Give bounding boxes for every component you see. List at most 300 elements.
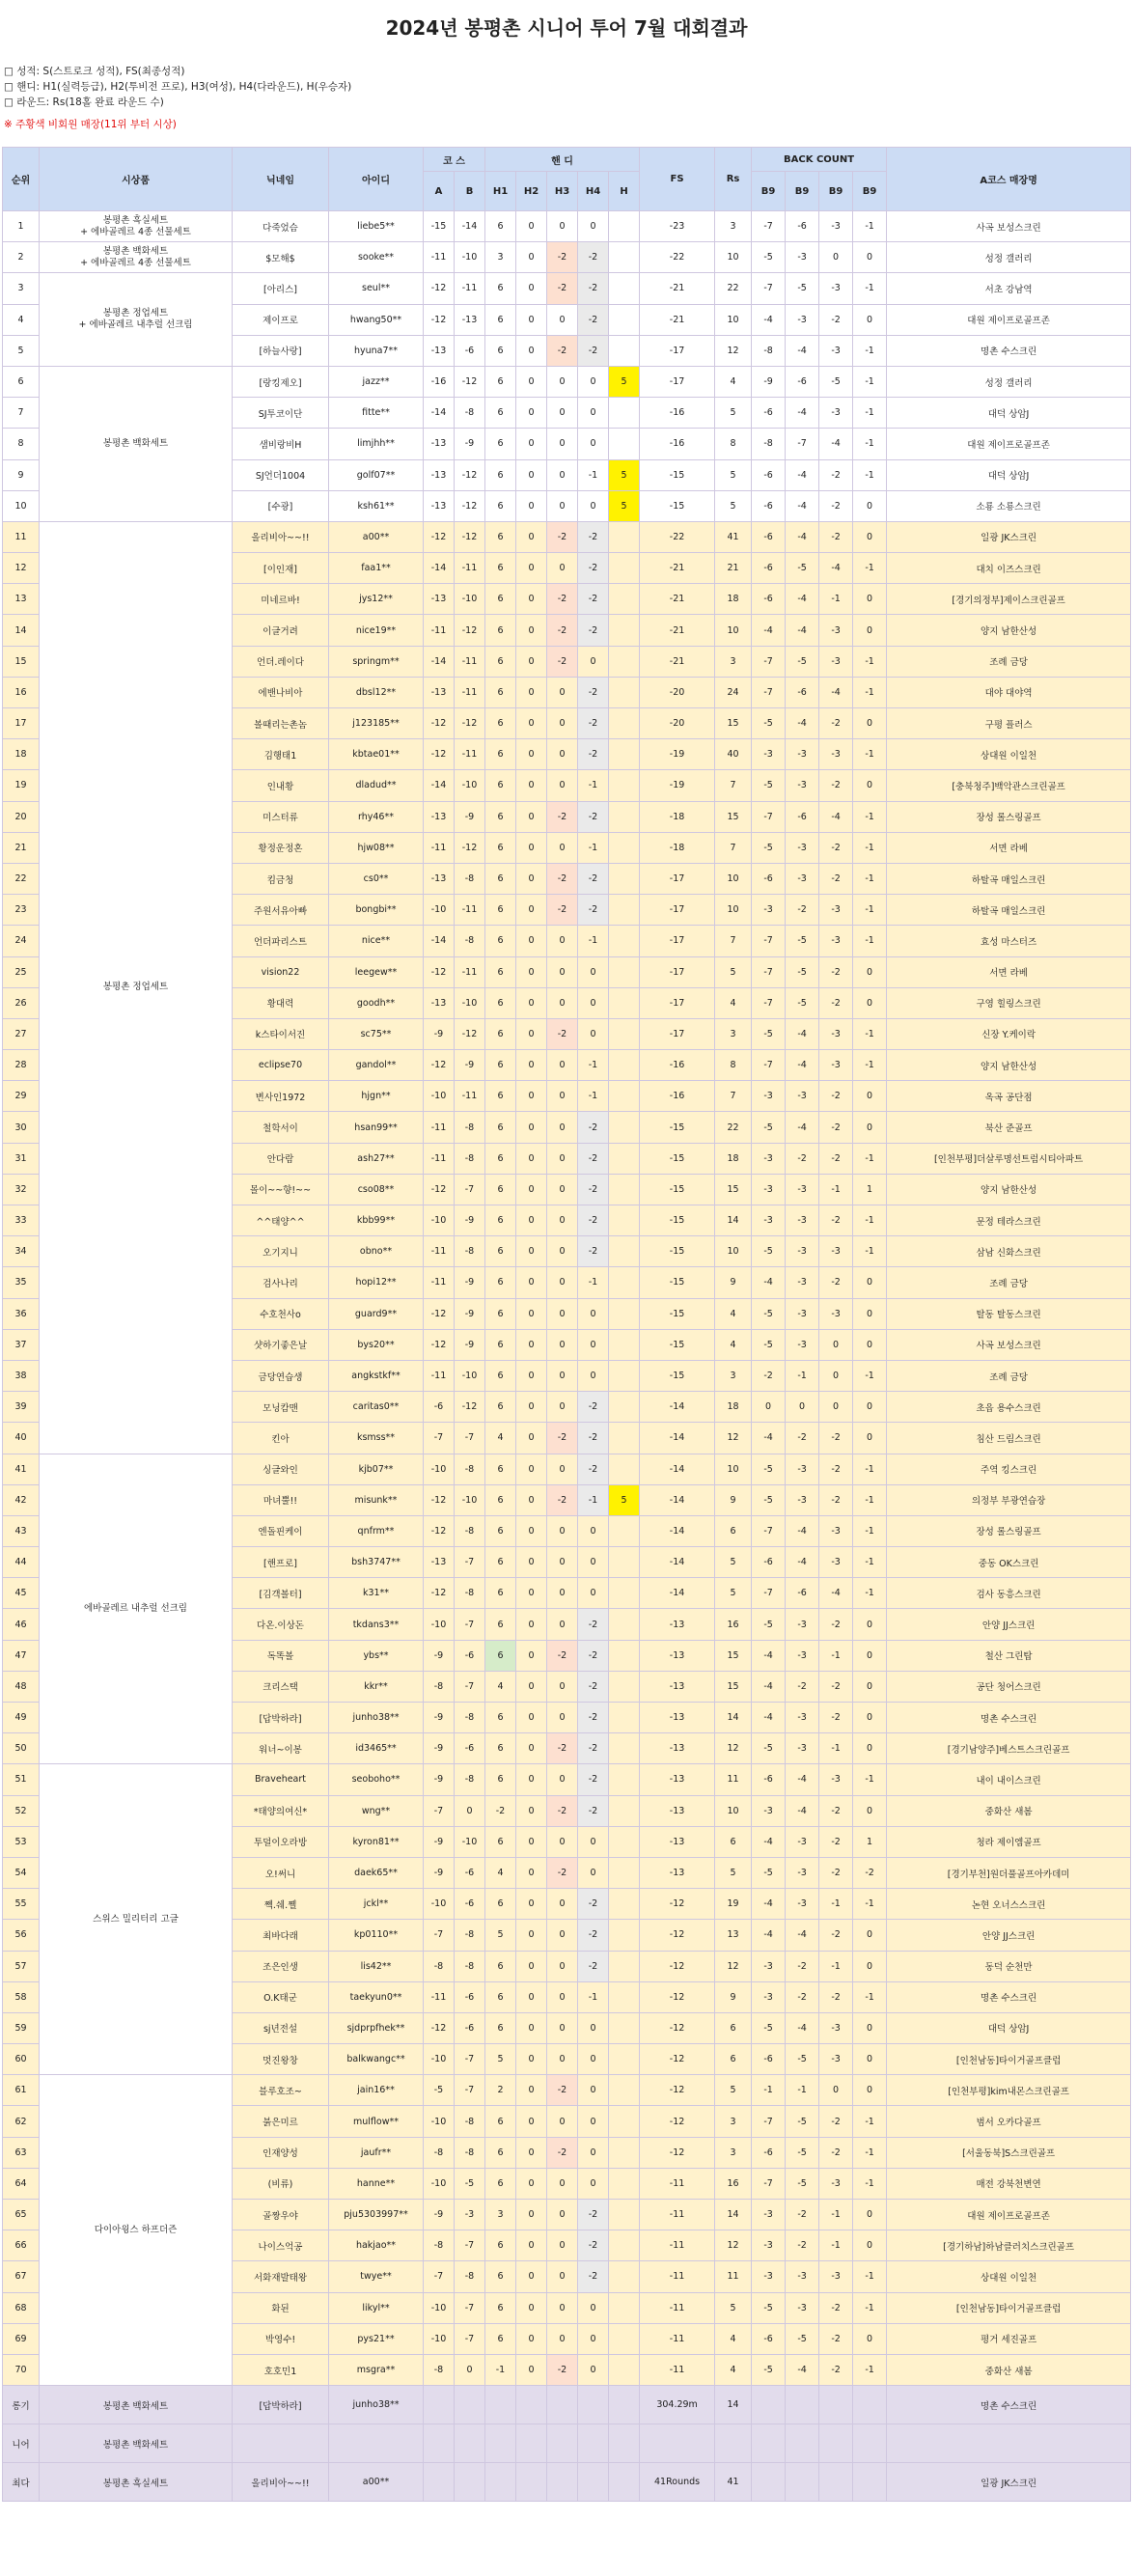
nickname-cell: 오!써니 — [233, 1857, 329, 1888]
b9-cell: -3 — [786, 770, 819, 801]
h2-cell: 0 — [516, 708, 547, 739]
fs-cell: -12 — [640, 1951, 715, 1981]
b9-cell: -1 — [853, 739, 887, 770]
store-cell: 대덕 상암J — [887, 2012, 1131, 2043]
b9-cell: 0 — [853, 1640, 887, 1671]
h4-cell: -2 — [578, 1174, 609, 1205]
b9-cell: -1 — [819, 1889, 853, 1920]
id-cell: bongbi** — [329, 895, 424, 926]
b9-cell: -2 — [819, 1703, 853, 1733]
b9-cell: -2 — [819, 2292, 853, 2323]
award-type-cell: 최다 — [3, 2463, 40, 2502]
b9-cell: -5 — [752, 1857, 786, 1888]
course-b-cell: -9 — [455, 429, 485, 459]
b9-cell: -4 — [786, 1795, 819, 1826]
prize-cell: 봉평촌 흑실세트 — [40, 2463, 233, 2502]
h1-cell: 6 — [485, 459, 516, 490]
fs-cell: -21 — [640, 553, 715, 584]
course-a-cell: -13 — [424, 863, 455, 894]
b9-cell: -1 — [853, 1018, 887, 1049]
nickname-cell: 붉은미르 — [233, 2106, 329, 2137]
course-a-cell: -7 — [424, 1795, 455, 1826]
course-a-cell: -12 — [424, 739, 455, 770]
h4-cell: -2 — [578, 1889, 609, 1920]
b9-cell: -3 — [786, 1484, 819, 1515]
h2-cell: 0 — [516, 1423, 547, 1454]
b9-cell: -4 — [786, 335, 819, 366]
course-b-cell: -14 — [455, 211, 485, 242]
b9-cell: -4 — [786, 521, 819, 552]
h-cell — [609, 1889, 640, 1920]
col-backcount: BACK COUNT — [752, 148, 887, 172]
prize-cell: 봉평촌 흑실세트 + 에바골레르 4종 선물세트 — [40, 211, 233, 242]
store-cell: 장성 롤스링골프 — [887, 801, 1131, 832]
h-cell — [609, 956, 640, 987]
rank-cell: 1 — [3, 211, 40, 242]
b9-cell: -5 — [752, 2012, 786, 2043]
b9-cell: -5 — [752, 1018, 786, 1049]
h2-cell: 0 — [516, 1018, 547, 1049]
b9-cell: -2 — [819, 987, 853, 1018]
rs-cell: 13 — [715, 1920, 752, 1951]
h4-cell: -2 — [578, 1764, 609, 1795]
store-cell: 명촌 수스크린 — [887, 1703, 1131, 1733]
h2-cell: 0 — [516, 1764, 547, 1795]
h-cell — [609, 429, 640, 459]
b9-cell: 0 — [853, 490, 887, 521]
h2-cell: 0 — [516, 1112, 547, 1143]
h-cell — [609, 615, 640, 646]
course-b-cell: -11 — [455, 739, 485, 770]
id-cell: likyl** — [329, 2292, 424, 2323]
h3-cell: 0 — [547, 1951, 578, 1981]
b9-cell: -6 — [752, 1547, 786, 1578]
id-cell: kkr** — [329, 1671, 424, 1702]
h4-cell: -1 — [578, 926, 609, 956]
col-h2: H2 — [516, 172, 547, 211]
rank-cell: 29 — [3, 1081, 40, 1112]
b9-cell: 0 — [853, 987, 887, 1018]
h2-cell: 0 — [516, 2075, 547, 2106]
course-a-cell: -10 — [424, 2323, 455, 2354]
h3-cell: 0 — [547, 1609, 578, 1640]
h-cell — [609, 863, 640, 894]
id-cell: sjdprpfhek** — [329, 2012, 424, 2043]
nickname-cell: [아리스] — [233, 273, 329, 304]
course-b-cell: -8 — [455, 1578, 485, 1609]
b9-cell: -1 — [853, 2137, 887, 2168]
fs-cell: -14 — [640, 1454, 715, 1484]
nickname-cell: 싱글와인 — [233, 1454, 329, 1484]
nickname-cell: 수호천사o — [233, 1298, 329, 1329]
store-cell: 북산 준골프 — [887, 1112, 1131, 1143]
b9-cell: -1 — [853, 2354, 887, 2385]
id-cell: qnfrm** — [329, 1515, 424, 1546]
b9-cell: -2 — [819, 1205, 853, 1236]
h-cell — [609, 2137, 640, 2168]
b9-cell: -3 — [752, 1205, 786, 1236]
h-cell — [609, 584, 640, 615]
b9-cell: -1 — [853, 211, 887, 242]
h4-cell: -2 — [578, 242, 609, 273]
fs-cell: -17 — [640, 956, 715, 987]
h3-cell: 0 — [547, 1143, 578, 1174]
rs-cell: 3 — [715, 1360, 752, 1391]
course-b-cell: -8 — [455, 1112, 485, 1143]
store-cell: 장성 롤스링골프 — [887, 1515, 1131, 1546]
h3-cell: -2 — [547, 242, 578, 273]
h2-cell: 0 — [516, 1143, 547, 1174]
rs-cell: 16 — [715, 1609, 752, 1640]
h2-cell: 0 — [516, 832, 547, 863]
b9-cell: -3 — [786, 832, 819, 863]
h-cell — [609, 1671, 640, 1702]
fs-cell: -17 — [640, 895, 715, 926]
nickname-cell: [수광] — [233, 490, 329, 521]
h2-cell: 0 — [516, 1920, 547, 1951]
course-b-cell: -6 — [455, 335, 485, 366]
prize-cell: 다이아윙스 하프더즌 — [40, 2075, 233, 2386]
rank-cell: 47 — [3, 1640, 40, 1671]
h4-cell: -1 — [578, 1981, 609, 2012]
store-cell: 중화산 새봄 — [887, 2354, 1131, 2385]
b9-cell: 0 — [853, 2044, 887, 2075]
blank — [853, 2424, 887, 2463]
b9-cell: -3 — [786, 1857, 819, 1888]
nickname-cell: 미스터류 — [233, 801, 329, 832]
store-cell: 양지 남한산성 — [887, 615, 1131, 646]
h1-cell: 6 — [485, 832, 516, 863]
h-cell — [609, 273, 640, 304]
h-cell — [609, 398, 640, 429]
h2-cell: 0 — [516, 1050, 547, 1081]
h3-cell: 0 — [547, 1205, 578, 1236]
h1-cell: 6 — [485, 1143, 516, 1174]
h3-cell: 0 — [547, 304, 578, 335]
course-b-cell: -7 — [455, 1609, 485, 1640]
h2-cell: 0 — [516, 335, 547, 366]
h1-cell: 6 — [485, 1764, 516, 1795]
id-cell: nice19** — [329, 615, 424, 646]
h2-cell: 0 — [516, 1174, 547, 1205]
h-cell — [609, 1329, 640, 1360]
b9-cell: -9 — [752, 366, 786, 397]
store-cell: 논현 오너스스크린 — [887, 1889, 1131, 1920]
b9-cell: -4 — [752, 1703, 786, 1733]
course-b-cell: -5 — [455, 2168, 485, 2199]
fs-cell: -15 — [640, 1267, 715, 1298]
id-cell: goodh** — [329, 987, 424, 1018]
rs-cell: 5 — [715, 1547, 752, 1578]
h1-cell: 2 — [485, 2075, 516, 2106]
nickname-cell: [핸프로] — [233, 1547, 329, 1578]
rs-cell: 10 — [715, 1795, 752, 1826]
store-cell: 사곡 보성스크린 — [887, 211, 1131, 242]
h2-cell: 0 — [516, 584, 547, 615]
h1-cell: 3 — [485, 242, 516, 273]
rank-cell: 23 — [3, 895, 40, 926]
course-a-cell: -12 — [424, 956, 455, 987]
h1-cell: 6 — [485, 1515, 516, 1546]
h-cell — [609, 1640, 640, 1671]
b9-cell: -4 — [752, 1267, 786, 1298]
rank-cell: 61 — [3, 2075, 40, 2106]
store-cell: 명촌 수스크린 — [887, 1981, 1131, 2012]
col-h3: H3 — [547, 172, 578, 211]
rs-cell: 15 — [715, 1640, 752, 1671]
h-cell — [609, 1826, 640, 1857]
fs-cell: -14 — [640, 1484, 715, 1515]
rs-cell: 8 — [715, 1050, 752, 1081]
h1-cell: 6 — [485, 708, 516, 739]
course-a-cell: -14 — [424, 646, 455, 677]
course-a-cell: -9 — [424, 1826, 455, 1857]
b9-cell: -7 — [752, 1050, 786, 1081]
fs-cell: -13 — [640, 1640, 715, 1671]
rs-cell: 4 — [715, 366, 752, 397]
h1-cell: 6 — [485, 304, 516, 335]
b9-cell: -3 — [786, 2261, 819, 2292]
rs-cell: 3 — [715, 2137, 752, 2168]
rs-cell: 7 — [715, 832, 752, 863]
h1-cell: 6 — [485, 895, 516, 926]
course-b-cell: -8 — [455, 1143, 485, 1174]
h1-cell: 4 — [485, 1671, 516, 1702]
h-cell — [609, 2200, 640, 2230]
b9-cell: -3 — [819, 739, 853, 770]
h4-cell: -2 — [578, 1454, 609, 1484]
fs-cell: -13 — [640, 1764, 715, 1795]
fs-cell: -16 — [640, 398, 715, 429]
course-a-cell: -11 — [424, 1112, 455, 1143]
h4-cell: -1 — [578, 459, 609, 490]
b9-cell: 0 — [853, 1951, 887, 1981]
course-a-cell: -11 — [424, 1143, 455, 1174]
h-cell — [609, 1143, 640, 1174]
id-cell: sc75** — [329, 1018, 424, 1049]
h2-cell: 0 — [516, 1236, 547, 1267]
h-cell — [609, 2075, 640, 2106]
store-cell: [인천부평]더살루명선트럼시티아파트 — [887, 1143, 1131, 1174]
nickname-cell: 언더파리스트 — [233, 926, 329, 956]
rs-cell: 12 — [715, 335, 752, 366]
rank-cell: 67 — [3, 2261, 40, 2292]
store-cell: [경기의정부]제이스크린골프 — [887, 584, 1131, 615]
nickname-cell: 올리비아~~!! — [233, 2463, 329, 2502]
h3-cell: 0 — [547, 1981, 578, 2012]
h1-cell: 6 — [485, 1392, 516, 1423]
b9-cell: 0 — [853, 956, 887, 987]
id-cell: hwang50** — [329, 304, 424, 335]
id-cell: misunk** — [329, 1484, 424, 1515]
store-cell: 구영 힐링스크린 — [887, 987, 1131, 1018]
h-cell — [609, 770, 640, 801]
h1-cell: 6 — [485, 646, 516, 677]
rs-cell: 15 — [715, 1174, 752, 1205]
id-cell: ksmss** — [329, 1423, 424, 1454]
b9-cell: -2 — [752, 1360, 786, 1391]
rs-cell: 7 — [715, 926, 752, 956]
rs-cell: 12 — [715, 1733, 752, 1764]
h1-cell: 6 — [485, 1547, 516, 1578]
course-a-cell: -9 — [424, 2200, 455, 2230]
course-b-cell: -10 — [455, 770, 485, 801]
b9-cell: -7 — [752, 801, 786, 832]
h3-cell: 0 — [547, 832, 578, 863]
course-b-cell: -7 — [455, 2292, 485, 2323]
store-cell: 대치 이즈스크린 — [887, 553, 1131, 584]
h-cell: 5 — [609, 366, 640, 397]
store-cell: 신장 Y.케이락 — [887, 1018, 1131, 1049]
rs-cell: 15 — [715, 801, 752, 832]
fs-cell: -15 — [640, 490, 715, 521]
b9-cell: -1 — [819, 1640, 853, 1671]
h4-cell: 0 — [578, 2044, 609, 2075]
id-cell: ybs** — [329, 1640, 424, 1671]
rs-cell: 5 — [715, 956, 752, 987]
store-cell: 의정부 부광연습장 — [887, 1484, 1131, 1515]
store-cell: 소룡 소룡스크린 — [887, 490, 1131, 521]
rs-cell: 4 — [715, 2323, 752, 2354]
course-a-cell: -9 — [424, 1018, 455, 1049]
b9-cell: -6 — [786, 211, 819, 242]
store-cell: 서초 강남역 — [887, 273, 1131, 304]
h4-cell: 0 — [578, 490, 609, 521]
id-cell: hsan99** — [329, 1112, 424, 1143]
h4-cell: -2 — [578, 895, 609, 926]
fs-cell: -13 — [640, 1733, 715, 1764]
rank-cell: 26 — [3, 987, 40, 1018]
rs-cell: 19 — [715, 1889, 752, 1920]
h1-cell: 5 — [485, 1920, 516, 1951]
h3-cell: 0 — [547, 1578, 578, 1609]
h-cell — [609, 801, 640, 832]
b9-cell: -4 — [786, 1547, 819, 1578]
h3-cell: 0 — [547, 739, 578, 770]
b9-cell: 0 — [853, 1703, 887, 1733]
course-b-cell: -9 — [455, 1205, 485, 1236]
h4-cell: -2 — [578, 1423, 609, 1454]
b9-cell: -3 — [786, 1174, 819, 1205]
store-cell: 내이 내이스크린 — [887, 1764, 1131, 1795]
h-cell — [609, 1236, 640, 1267]
course-b-cell: -11 — [455, 895, 485, 926]
rank-cell: 68 — [3, 2292, 40, 2323]
b9-cell: -3 — [819, 1018, 853, 1049]
course-a-cell: -12 — [424, 273, 455, 304]
h2-cell: 0 — [516, 553, 547, 584]
course-a-cell: -12 — [424, 304, 455, 335]
h2-cell: 0 — [516, 1298, 547, 1329]
h-cell — [609, 1609, 640, 1640]
course-b-cell: -3 — [455, 2200, 485, 2230]
fs-cell: -17 — [640, 1018, 715, 1049]
fs-cell: -11 — [640, 2168, 715, 2199]
fs-cell: -21 — [640, 273, 715, 304]
store-cell: 일광 JK스크린 — [887, 2463, 1131, 2502]
b9-cell: -2 — [819, 1423, 853, 1454]
h-cell — [609, 1081, 640, 1112]
h3-cell: 0 — [547, 490, 578, 521]
b9-cell: -5 — [786, 926, 819, 956]
b9-cell: -2 — [786, 1951, 819, 1981]
b9-cell: 0 — [853, 1733, 887, 1764]
h-cell — [609, 2012, 640, 2043]
course-a-cell: -14 — [424, 553, 455, 584]
rank-cell: 55 — [3, 1889, 40, 1920]
h4-cell: -2 — [578, 677, 609, 707]
b9-cell: -1 — [853, 273, 887, 304]
rs-cell: 3 — [715, 211, 752, 242]
rank-cell: 56 — [3, 1920, 40, 1951]
store-cell: [충북청주]백악관스크린골프 — [887, 770, 1131, 801]
h4-cell: 0 — [578, 2168, 609, 2199]
col-store: A코스 매장명 — [887, 148, 1131, 211]
b9-cell: 0 — [853, 1423, 887, 1454]
blank — [853, 2386, 887, 2424]
h3-cell: -2 — [547, 1484, 578, 1515]
store-cell: 성정 갤러리 — [887, 242, 1131, 273]
table-row — [3, 2075, 1131, 2106]
b9-cell: -3 — [786, 1081, 819, 1112]
h4-cell: 0 — [578, 2012, 609, 2043]
b9-cell: -3 — [819, 2261, 853, 2292]
id-cell: hanne** — [329, 2168, 424, 2199]
h1-cell: 6 — [485, 490, 516, 521]
h-cell — [609, 1112, 640, 1143]
nickname-cell: vision22 — [233, 956, 329, 987]
b9-cell: -7 — [752, 2106, 786, 2137]
h4-cell: 0 — [578, 1826, 609, 1857]
h3-cell: 0 — [547, 1889, 578, 1920]
rs-cell: 3 — [715, 646, 752, 677]
fs-cell: -15 — [640, 1143, 715, 1174]
nickname-cell: 미네르바! — [233, 584, 329, 615]
rank-cell: 54 — [3, 1857, 40, 1888]
b9-cell: -5 — [786, 273, 819, 304]
h4-cell: 0 — [578, 2075, 609, 2106]
rank-cell: 59 — [3, 2012, 40, 2043]
h1-cell: 6 — [485, 398, 516, 429]
fs-cell: -16 — [640, 1050, 715, 1081]
rs-cell: 6 — [715, 2012, 752, 2043]
h-cell — [609, 1857, 640, 1888]
nickname-cell: $모해$ — [233, 242, 329, 273]
store-cell: [인천남동]타이거골프클럽 — [887, 2044, 1131, 2075]
h4-cell: -2 — [578, 304, 609, 335]
store-cell: [경기남양주]베스트스크린골프 — [887, 1733, 1131, 1764]
b9-cell: -6 — [752, 2323, 786, 2354]
nickname-cell: 황대력 — [233, 987, 329, 1018]
rank-cell: 36 — [3, 1298, 40, 1329]
legend-score: □ 성적: S(스트로크 성적), FS(최종성적) — [4, 66, 185, 77]
blank — [485, 2463, 516, 2502]
h4-cell: -2 — [578, 1205, 609, 1236]
h2-cell: 0 — [516, 1609, 547, 1640]
fs-cell: -17 — [640, 987, 715, 1018]
h1-cell: 6 — [485, 1640, 516, 1671]
h2-cell: 0 — [516, 2168, 547, 2199]
h4-cell: -2 — [578, 863, 609, 894]
rank-cell: 21 — [3, 832, 40, 863]
b9-cell: -1 — [752, 2075, 786, 2106]
b9-cell: -3 — [786, 1609, 819, 1640]
course-a-cell: -7 — [424, 1920, 455, 1951]
b9-cell: -3 — [786, 863, 819, 894]
course-b-cell: -12 — [455, 708, 485, 739]
h2-cell: 0 — [516, 1889, 547, 1920]
store-cell: [인천부평]kim내몬스크린골프 — [887, 2075, 1131, 2106]
